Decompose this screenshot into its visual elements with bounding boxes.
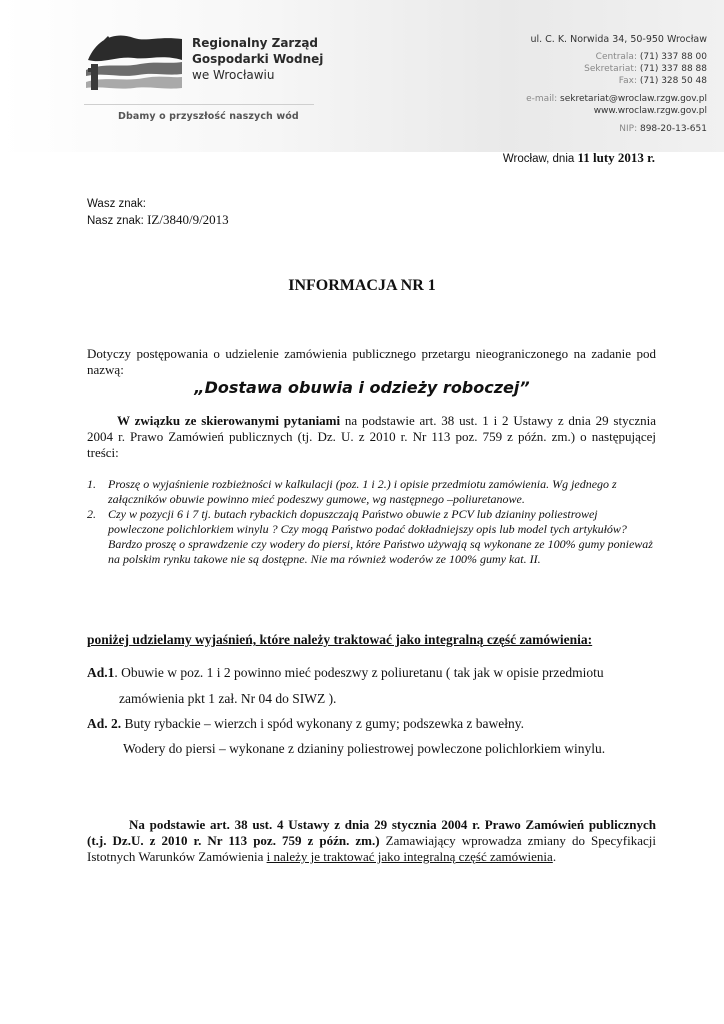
website-link[interactable]: www.wroclaw.rzgw.gov.pl (593, 106, 707, 116)
address: ul. C. K. Norwida 34, 50-950 Wrocław (530, 34, 707, 45)
rzgw-logo-icon (84, 30, 184, 92)
reference-block (87, 197, 229, 229)
organization-name (192, 35, 323, 83)
phone-value: (71) 337 88 00 (639, 52, 707, 62)
phone-sekretariat (526, 63, 707, 75)
org-name-line-3: we Wrocławiu (192, 68, 275, 82)
nip-line (526, 123, 707, 135)
phone-centrala (526, 51, 707, 63)
question-text: Czy w pozycji 6 i 7 tj. butach rybackich dopuszczają Państwo obuwie z PCV lub dzianiny poliestrowej powleczone polichlorkiem winylu ? Czy mogą Państwo podać dokładniejszy opis lub model tych artykułów? Bardzo proszę o sprawdzenie czy wodery do piersi, które Państwo używają są wykonane ze 100% gumy ponieważ na polskim rynku takowe nie są dostępne. Nie ma również woderów ze 100% gumy kat. II. (108, 507, 653, 566)
our-ref-value: IZ/3840/9/2013 (147, 212, 229, 227)
question-number: 1. (87, 477, 96, 491)
nip-label: NIP: (619, 124, 638, 134)
date-prefix: Wrocław, dnia (502, 153, 578, 165)
answer-1-line-2: zamówienia pkt 1 zał. Nr 04 do SIWZ ). (119, 691, 337, 706)
document-title: INFORMACJA NR 1 (288, 277, 436, 294)
tagline-divider (84, 104, 314, 105)
our-reference (87, 212, 229, 229)
answer-2-line-2: Wodery do piersi – wykonane z dzianiny poliestrowej powleczone polichlorkiem winylu. (123, 741, 606, 756)
phone-label: Sekretariat: (584, 64, 637, 74)
date-value: 11 luty 2013 r. (577, 150, 655, 165)
closing-paragraph (87, 817, 656, 865)
answer-1-text: . Obuwie w poz. 1 i 2 powinno mieć podeszwy z poliuretanu ( tak jak w opisie przedmiotu (114, 665, 604, 680)
org-name-line-1: Regionalny Zarząd (192, 36, 319, 50)
context-rest: na podstawie art. 38 ust. 1 i 2 Ustawy z dnia 29 stycznia 2004 r. Prawo Zamówień publicznych (tj. Dz. U. z 2010 r. Nr 113 poz. 759 z późn. zm.) o następującej treści: (87, 413, 656, 460)
phone-fax (526, 75, 707, 87)
org-name-line-2: Gospodarki Wodnej (192, 52, 324, 66)
email-label: e-mail: (526, 94, 558, 104)
answer-2-text: Buty rybackie – wierzch i spód wykonany z gumy; podszewka z bawełny. (121, 716, 525, 731)
phone-value: (71) 337 88 88 (639, 64, 707, 74)
answer-1-line-1 (87, 665, 604, 681)
context-paragraph (87, 413, 656, 461)
answers-heading: poniżej udzielamy wyjaśnień, które należy traktować jako integralną część zamówienia: (87, 632, 593, 647)
question-text: Proszę o wyjaśnienie rozbieżności w kalkulacji (poz. 1 i 2.) i opisie przedmiotu zamówienia. Wg jednego z załączników obuwie powinno mieć podeszwy gumowe, wg następnego –poliuretanowe. (108, 477, 617, 506)
contact-block (526, 34, 707, 135)
phone-value: (71) 328 50 48 (639, 76, 707, 86)
intro-paragraph: Dotyczy postępowania o udzielenie zamówienia publicznego przetargu nieograniczonego na zadanie pod nazwą: (87, 346, 656, 377)
context-bold: W związku ze skierowanymi pytaniami (117, 413, 341, 428)
phone-label: Fax: (618, 76, 637, 86)
your-reference: Wasz znak: (87, 198, 147, 210)
document-date (503, 150, 655, 166)
list-item (87, 477, 656, 507)
list-item (87, 507, 656, 567)
nip-value: 898-20-13-651 (639, 124, 707, 134)
letterhead (0, 0, 724, 152)
closing-underlined: i należy je traktować jako integralną część zamówienia (266, 849, 553, 864)
questions-list (87, 477, 656, 567)
answer-1-label: Ad.1 (87, 665, 115, 680)
answer-2-label: Ad. 2. (87, 716, 122, 731)
answer-2-line-1 (87, 716, 524, 732)
tagline: Dbamy o przyszłość naszych wód (118, 111, 299, 122)
closing-mid: Zamawiający wprowadza zmiany do Specyfikacji Istotnych Warunków Zamówienia (87, 833, 657, 864)
phone-label: Centrala: (595, 52, 637, 62)
closing-bold: Na podstawie art. 38 ust. 4 Ustawy z dnia 29 stycznia 2004 r. Prawo Zamówień publicznych (t.j. Dz.U. z 2010 r. Nr 113 poz. 759 z późn. zm.) (87, 817, 656, 848)
email-address[interactable]: sekretariat@wroclaw.rzgw.gov.pl (560, 94, 707, 104)
question-number: 2. (87, 507, 96, 521)
tender-name: „Dostawa obuwia i odzieży roboczej” (194, 378, 530, 397)
closing-end: . (552, 849, 557, 864)
email-line (526, 93, 707, 105)
our-ref-label: Nasz znak: (87, 215, 148, 227)
